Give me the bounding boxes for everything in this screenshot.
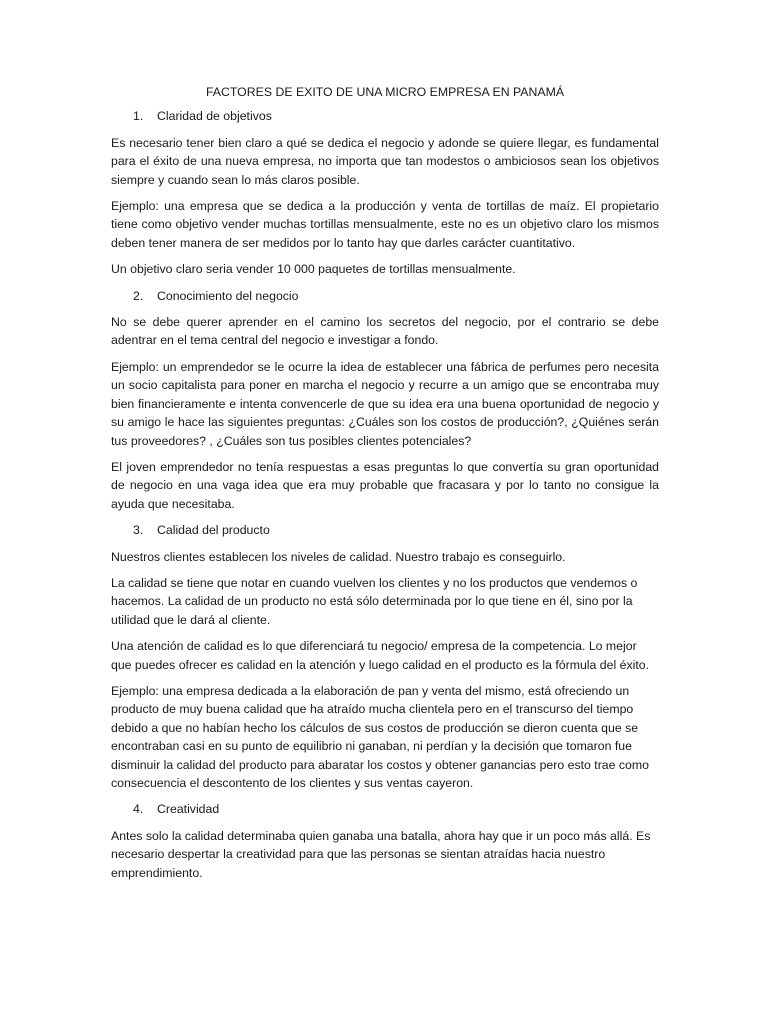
section-heading-2 <box>111 287 659 305</box>
section-number: 3. <box>133 523 144 538</box>
paragraph: Antes solo la calidad determinaba quien ganaba una batalla, ahora hay que ir un poco más allá. Es necesario despertar la creatividad para que las personas se sientan atraídas hacia nuestro emprendimiento. <box>111 828 651 880</box>
paragraph: Ejemplo: una empresa que se dedica a la producción y venta de tortillas de maíz. El propietario tiene como objetivo vender muchas tortillas mensualmente, este no es un objetivo claro los mismos deben tener manera de ser medidos por lo tanto hay que darles carácter cuantitativo. <box>111 199 659 250</box>
section-heading-3 <box>111 521 659 539</box>
paragraph: No se debe querer aprender en el camino los secretos del negocio, por el contrario se debe adentrar en el tema central del negocio e investigar a fondo. <box>111 315 659 348</box>
document-title: FACTORES DE EXITO DE UNA MICRO EMPRESA EN PANAMÁ <box>205 85 565 99</box>
paragraph: Un objetivo claro seria vender 10 000 paquetes de tortillas mensualmente. <box>111 262 516 277</box>
paragraph: Es necesario tener bien claro a qué se dedica el negocio y adonde se quiere llegar, es fundamental para el éxito de una nueva empresa, no importa que tan modestos o ambiciosos sean los objetivos siempre y cuando sean lo más claros posible. <box>111 135 659 187</box>
paragraph: Ejemplo: una empresa dedicada a la elaboración de pan y venta del mismo, está ofreciendo un producto de muy buena calidad que ha atraído mucha clientela pero en el transcurso del tiempo debido a que no habían hecho los cálculos de sus costos de producción se dieron cuenta que se encontraban casi en su punto de equilibrio ni ganaban, ni perdían y la decisión que tomaron fue disminuir la calidad del producto para abaratar los costos y obtener ganancias pero esto trae como consecuencia el descontento de los clientes y sus ventas cayeron. <box>111 683 649 790</box>
section-number: 4. <box>133 802 144 817</box>
section-heading-text: Creatividad <box>157 802 220 817</box>
paragraph: Nuestros clientes establecen los niveles de calidad. Nuestro trabajo es conseguirlo. <box>111 549 566 564</box>
section-heading-1 <box>111 107 659 125</box>
section-heading-4 <box>111 800 659 818</box>
section-heading-text: Calidad del producto <box>157 523 270 538</box>
section-number: 2. <box>133 288 144 303</box>
section-heading-text: Conocimiento del negocio <box>157 288 299 303</box>
section-number: 1. <box>133 109 144 124</box>
paragraph: El joven emprendedor no tenía respuestas a esas preguntas lo que convertía su gran oportunidad de negocio en una vaga idea que era muy probable que fracasara y por lo tanto no consigue la ayuda que necesitaba. <box>111 459 659 511</box>
paragraph: Ejemplo: un emprendedor se le ocurre la idea de establecer una fábrica de perfumes pero necesita un socio capitalista para poner en marcha el negocio y recurre a un amigo que se encontraba muy bien financieramente e intenta convencerle de que su idea era una buena oportunidad de negocio y su amigo le hace las siguientes preguntas: ¿Cuáles son los costos de producción?, ¿Quiénes serán tus proveedores? , ¿Cuáles son tus posibles clientes potenciales? <box>111 359 659 448</box>
paragraph: La calidad se tiene que notar en cuando vuelven los clientes y no los productos que vendemos o hacemos. La calidad de un producto no está sólo determinada por lo que tiene en él, sino por la utilidad que le dará al cliente. <box>111 575 638 627</box>
paragraph: Una atención de calidad es lo que diferenciará tu negocio/ empresa de la competencia. Lo mejor que puedes ofrecer es calidad en la atención y luego calidad en el producto es la fórmula del éxito. <box>111 639 649 672</box>
section-heading-text: Claridad de objetivos <box>157 109 272 124</box>
